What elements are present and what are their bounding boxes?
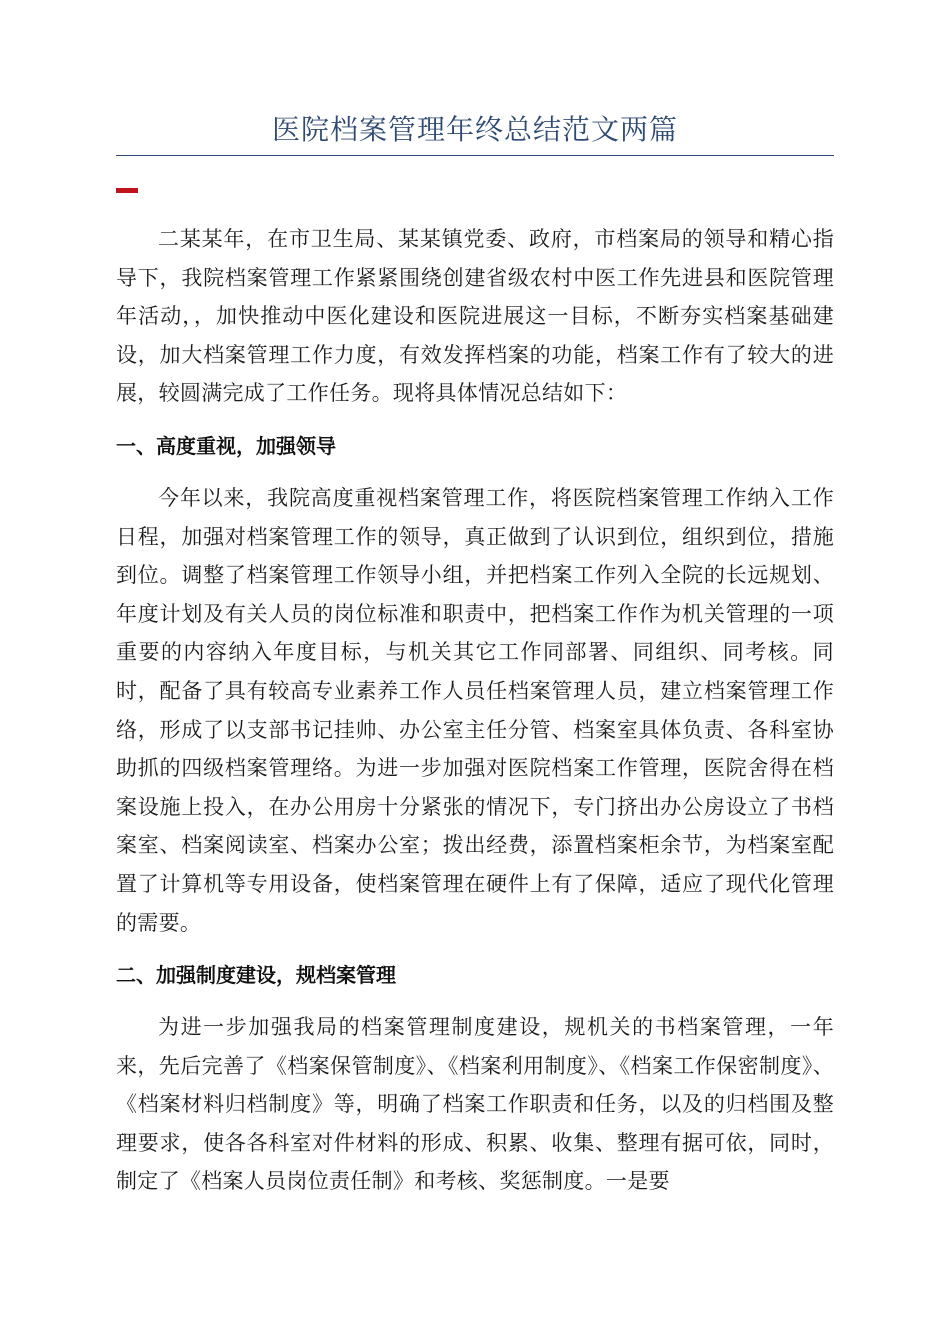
section-2-paragraph: 为进一步加强我局的档案管理制度建设，规机关的书档案管理，一年来，先后完善了《档案保管制度》、《档案利用制度》、《档案工作保密制度》、《档案材料归档制度》等，明确了档案工作职责和任务，以及的归档围及整理要求，使各各科室对件材料的形成、积累、收集、整理有据可依，同时，制定了《档案人员岗位责任制》和考核、奖惩制度。一是要 [116, 1015, 834, 1194]
section-heading-1: 一、高度重视，加强领导 [116, 433, 336, 458]
section-1-paragraph: 今年以来，我院高度重视档案管理工作，将医院档案管理工作纳入工作日程，加强对档案管理工作的领导，真正做到了认识到位，组织到位，措施到位。调整了档案管理工作领导小组，并把档案工作列入全院的长远规划、年度计划及有关人员的岗位标准和职责中，把档案工作作为机关管理的一项重要的内容纳入年度目标，与机关其它工作同部署、同组织、同考核。同时，配备了具有较高专业素养工作人员任档案管理人员，建立档案管理工作络，形成了以支部书记挂帅、办公室主任分管、档案室具体负责、各科室协助抓的四级档案管理络。为进一步加强对医院档案工作管理，医院舍得在档案设施上投入，在办公用房十分紧张的情况下，专门挤出办公房设立了书档案室、档案阅读室、档案办公室；拨出经费，添置档案柜余节，为档案室配置了计算机等专用设备，使档案管理在硬件上有了保障，适应了现代化管理的需要。 [116, 485, 834, 935]
page-title: 医院档案管理年终总结范文两篇 [271, 113, 678, 146]
document-body [116, 220, 834, 1201]
section-heading-2: 二、加强制度建设，规档案管理 [116, 963, 396, 988]
title-underline [116, 155, 834, 156]
section-mark [116, 188, 138, 193]
intro-paragraph: 二某某年，在市卫生局、某某镇党委、政府，市档案局的领导和精心指导下，我院档案管理工作紧紧围绕创建省级农村中医工作先进县和医院管理年活动，，加快推动中医化建设和医院进展这一目标，不断夯实档案基础建设，加大档案管理工作力度，有效发挥档案的功能，档案工作有了较大的进展，较圆满完成了工作任务。现将具体情况总结如下： [116, 227, 834, 406]
